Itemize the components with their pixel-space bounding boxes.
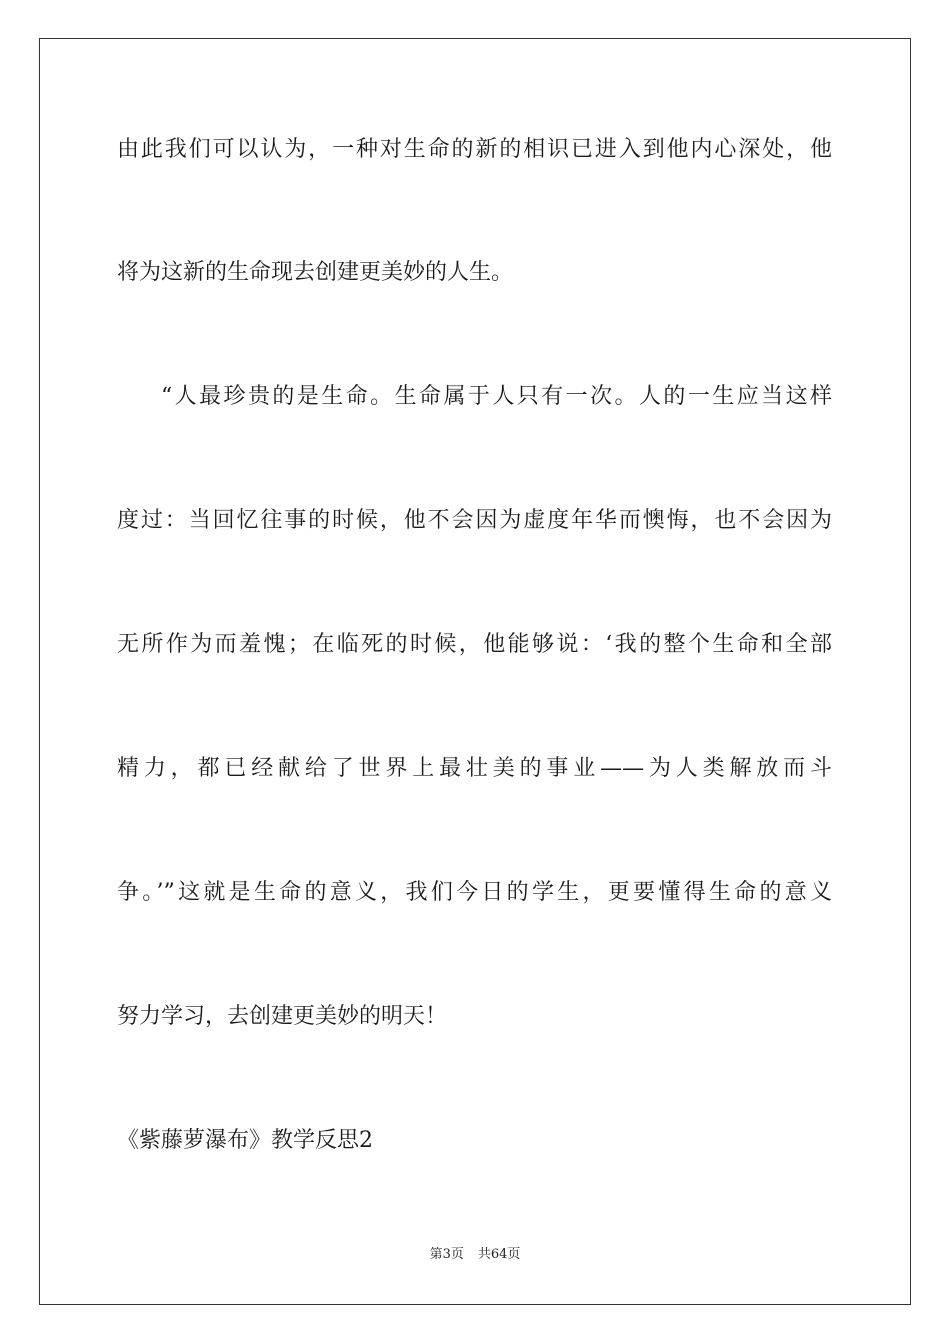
- body-line-1: 由此我们可以认为，一种对生命的新的相识已进入到他内心深处，他: [117, 137, 832, 162]
- body-line-7: 争。’”这就是生命的意义，我们今日的学生，更要懂得生命的意义: [117, 880, 832, 905]
- body-line-3: “人最珍贵的是生命。生命属于人只有一次。人的一生应当这样: [161, 384, 832, 409]
- body-line-4: 度过：当回忆往事的时候，他不会因为虚度年华而懊悔，也不会因为: [117, 508, 832, 533]
- body-line-5: 无所作为而羞愧；在临死的时候，他能够说：‘我的整个生命和全部: [117, 632, 832, 657]
- page-total: 共64页: [477, 1247, 521, 1262]
- section-heading: 《紫藤萝瀑布》教学反思2: [117, 1128, 373, 1153]
- body-line-6: 精力，都已经献给了世界上最壮美的事业——为人类解放而斗: [117, 756, 832, 781]
- body-line-2: 将为这新的生命现去创建更美妙的人生。: [117, 260, 514, 285]
- body-line-8: 努力学习，去创建更美妙的明天！: [117, 1004, 448, 1029]
- page-number: 第3页: [429, 1247, 464, 1262]
- page-border: [39, 38, 911, 1305]
- page-footer: [0, 1246, 950, 1264]
